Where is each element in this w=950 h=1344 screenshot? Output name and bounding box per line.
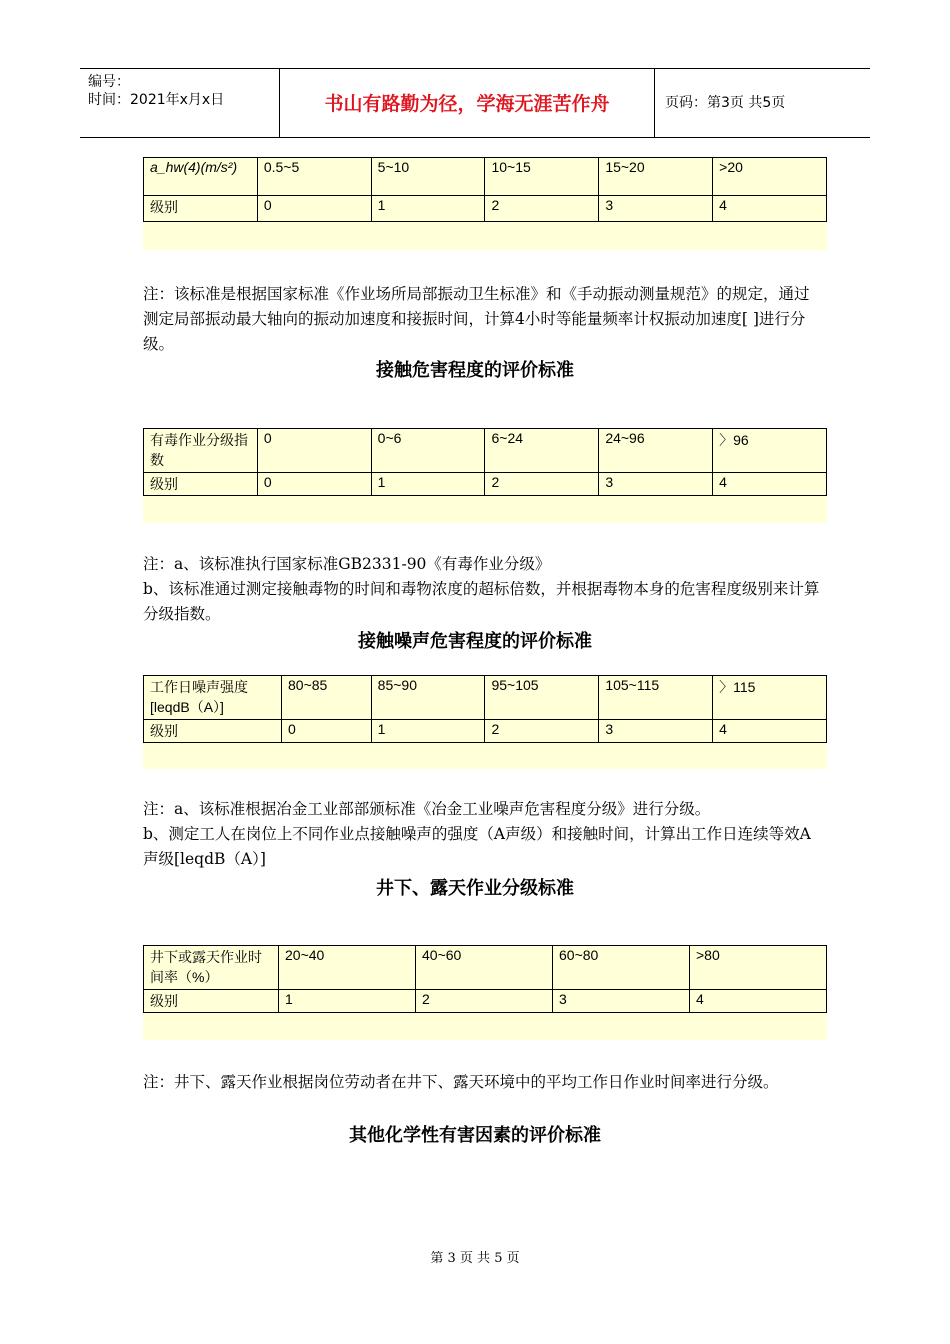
table-cell: 3 — [553, 990, 690, 1013]
row-label: 级别 — [144, 990, 279, 1013]
row-label: 级别 — [144, 196, 258, 222]
table-cell: 2 — [416, 990, 553, 1013]
noise-table — [143, 675, 827, 743]
row-label: 级别 — [144, 720, 282, 743]
page-label: 页码：第3页 共5页 — [665, 95, 786, 111]
table-cell: 〉115 — [713, 676, 827, 720]
table-cell: 5~10 — [371, 158, 485, 196]
table-cell: 0.5~5 — [257, 158, 371, 196]
header-left — [80, 69, 280, 137]
table-cell: 4 — [713, 473, 827, 496]
table-header-cell: a_hw(4)(m/s²) — [144, 158, 258, 196]
table-cell: 4 — [713, 720, 827, 743]
table-cell: 0~6 — [371, 429, 485, 473]
table-cell: 0 — [257, 196, 371, 222]
table-cell: 20~40 — [279, 946, 416, 990]
table-cell: 15~20 — [599, 158, 713, 196]
table-cell: 24~96 — [599, 429, 713, 473]
table-header-cell: 工作日噪声强度[leqdB（A）] — [144, 676, 282, 720]
table-cell: 3 — [599, 720, 713, 743]
note-underground: 注：井下、露天作业根据岗位劳动者在井下、露天环境中的平均工作日作业时间率进行分级。 — [143, 1073, 779, 1091]
table-cell: 1 — [371, 196, 485, 222]
page-header — [80, 68, 870, 138]
motto: 书山有路勤为径，学海无涯苦作舟 — [280, 69, 655, 137]
table-cell: 1 — [371, 720, 485, 743]
vibration-table-block — [143, 157, 827, 250]
table-cell: 6~24 — [485, 429, 599, 473]
toxic-table — [143, 428, 827, 496]
table-cell: 2 — [485, 473, 599, 496]
table-cell: 2 — [485, 196, 599, 222]
note-noise-b: b、测定工人在岗位上不同作业点接触噪声的强度（A声级）和接触时间，计算出工作日连续等效A声级[leqdB（A）] — [143, 825, 811, 868]
table-cell: 3 — [599, 473, 713, 496]
noise-table-block — [143, 675, 827, 769]
table-cell: 10~15 — [485, 158, 599, 196]
table-header-cell: 井下或露天作业时间率（%） — [144, 946, 279, 990]
table-cell: 〉96 — [713, 429, 827, 473]
table-cell: 4 — [713, 196, 827, 222]
note-toxic-b: b、该标准通过测定接触毒物的时间和毒物浓度的超标倍数，并根据毒物本身的危害程度级别来计算分级指数。 — [143, 580, 820, 623]
table-header-cell: 有毒作业分级指数 — [144, 429, 258, 473]
row-label: 级别 — [144, 473, 258, 496]
date-label: 时间：2021年x月x日 — [88, 92, 225, 108]
table-cell: 95~105 — [485, 676, 599, 720]
table-cell: 1 — [371, 473, 485, 496]
section-title-toxic: 接触危害程度的评价标准 — [376, 360, 574, 381]
section-title-chemical: 其他化学性有害因素的评价标准 — [349, 1125, 601, 1146]
toxic-table-block — [143, 428, 827, 523]
table-cell: 2 — [485, 720, 599, 743]
table-cell: 85~90 — [371, 676, 485, 720]
vibration-table — [143, 157, 827, 222]
note-vibration: 注：该标准是根据国家标准《作业场所局部振动卫生标准》和《手动振动测量规范》的规定，通过测定局部振动最大轴向的振动加速度和接振时间，计算4小时等能量频率计权振动加速度[ ]进行分级。 — [143, 285, 810, 353]
underground-table-block — [143, 945, 827, 1040]
note-toxic-a: 注：a、该标准执行国家标准GB2331-90《有毒作业分级》 — [143, 555, 551, 573]
table-cell: 0 — [257, 429, 371, 473]
table-cell: 0 — [282, 720, 372, 743]
table-cell: 105~115 — [599, 676, 713, 720]
table-cell: 3 — [599, 196, 713, 222]
underground-table — [143, 945, 827, 1013]
number-label: 编号： — [88, 74, 130, 90]
table-cell: 40~60 — [416, 946, 553, 990]
table-cell: 4 — [690, 990, 827, 1013]
section-title-noise: 接触噪声危害程度的评价标准 — [358, 631, 592, 652]
table-cell: 80~85 — [282, 676, 372, 720]
note-noise-a: 注：a、该标准根据冶金工业部部颁标准《冶金工业噪声危害程度分级》进行分级。 — [143, 800, 711, 818]
table-cell: 0 — [257, 473, 371, 496]
table-cell: 1 — [279, 990, 416, 1013]
table-cell: 60~80 — [553, 946, 690, 990]
table-cell: >20 — [713, 158, 827, 196]
page-footer: 第 3 页 共 5 页 — [430, 1251, 520, 1266]
table-cell: >80 — [690, 946, 827, 990]
section-title-underground: 井下、露天作业分级标准 — [376, 878, 574, 899]
